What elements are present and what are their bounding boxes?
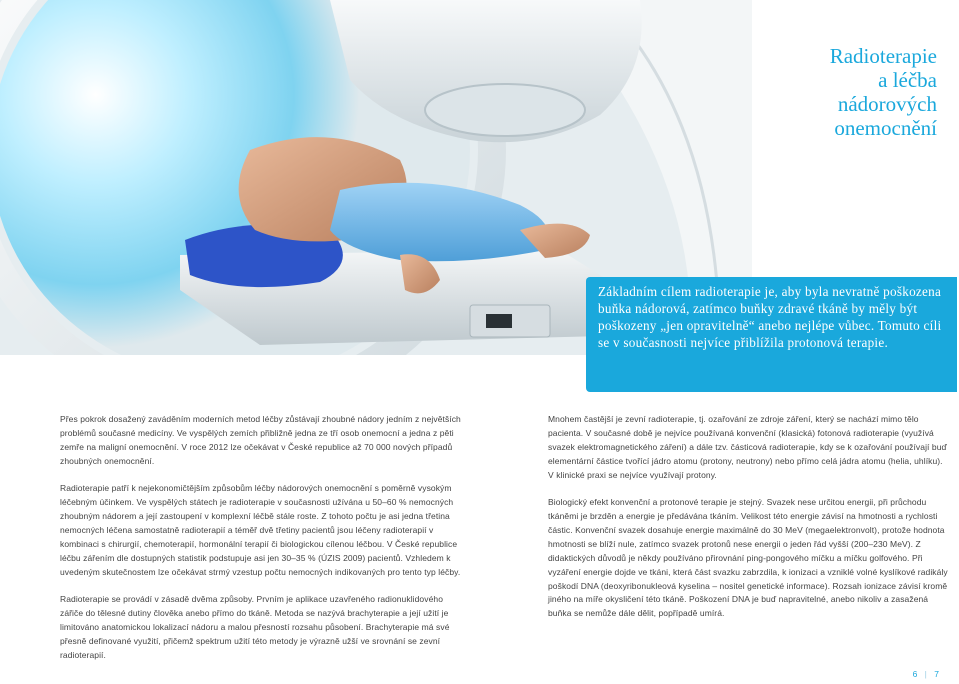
title-line: Radioterapie <box>829 44 937 68</box>
paragraph: Biologický efekt konvenční a protonové terapie je stejný. Svazek nese určitou energii, při průchodu tkáněmi je brzděn a energie je předávána tkáním. Velikost této energie závisí na hmotnosti a rychlosti částic. Konvenční svazek dosahuje energie maximálně do 30 MeV (megaelektronvolt), protože hodnota hmotnosti se blíží nule, zatímco svazek protonů nese energii o jeden řád vyšší (200–230 MeV). Z didaktických důvodů je někdy používáno přirovnání ping-pongového míčku a míčku golfového. Při vyzáření energie dojde ve tkáni, která část svazku zabrzdila, k ionizaci a vzniklé volné kyslíkové radikály poškodí DNA (deoxyribonukleová kyselina – nositel genetické informace). Rozsah ionizace závisí kromě jiného na míře okysličení této tkáně. Poškození DNA je buď napravitelné, anebo nikoliv a zasažená buňka se nemůže dále dělit, popřípadě umírá. <box>548 497 948 619</box>
title-line: a léčba <box>878 68 937 92</box>
paragraph: Radioterapie patří k nejekonomičtějším způsobům léčby nádorových onemocnění s poměrně vysokým léčebným účinkem. Ve vyspělých státech je radioterapie v současnosti užívána u 50–60 % nemocných zhoubným nádorem a její zastoupení v komplexní léčbě stále roste. Z tohoto počtu je asi jedna třetina nemocných léčena samostatně radioterapií a téměř dvě třetiny pacientů jsou léčeny radioterapií v kombinaci s chirurgií, chemoterapií, hormonální terapií či biologickou cílenou léčbou. V České republice léčbu zářením dle dostupných statistik podstupuje asi jen 30–35 % (ÚZIS 2009) pacientů. Vzhledem k uvedeným skutečnostem lze očekávat strmý vzestup počtu nemocných indikovaných pro tento typ léčby. <box>60 483 461 577</box>
intro-box <box>586 277 957 392</box>
page-number-right: 7 <box>934 669 941 679</box>
page-title <box>737 44 937 140</box>
intro-text: Základním cílem radioterapie je, aby byla nevratně poškozena buňka nádorová, zatímco buňky zdravé tkáně by měly být poškozeny „jen opravitelně“ anebo nejlépe vůbec. Tomuto cíli se v současnosti nejvíce přiblížila protonová terapie. <box>598 284 942 350</box>
paragraph: Mnohem častější je zevní radioterapie, tj. ozařování ze zdroje záření, který se nachází mimo tělo pacienta. V současné době je nejvíce používaná konvenční (klasická) fotonová radioterapie (využívá svazek elektromagnetického záření) a dále tzv. částicová radioterapie, kdy se k ozařování používají buď elementární částice tvořící jádro atomu (protony, neutrony) nebo přímo celá jádra atomu (helia, uhlíku). V klinické praxi se nejvíce využívají protony. <box>548 414 947 480</box>
paragraph: Radioterapie se provádí v zásadě dvěma způsoby. Prvním je aplikace uzavřeného radionuklidového zářiče do tělesné dutiny člověka anebo přímo do tkáně. Metoda se nazývá brachyterapie a její užití je limitováno anatomickou lokalizací nádoru a malou přesností rozsahu působení. Brachyterapie má své přesně definované využití, přičemž spektrum užití této metody je výrazně užší ve srovnání se zevní radioterapií. <box>60 594 450 660</box>
right-column <box>548 413 948 621</box>
left-column <box>60 413 465 663</box>
page-number <box>913 669 941 679</box>
page-separator: | <box>924 669 929 679</box>
title-line: nádorových <box>837 92 937 116</box>
page-number-left: 6 <box>912 669 920 679</box>
paragraph: Přes pokrok dosažený zaváděním moderních metod léčby zůstávají zhoubné nádory jedním z největších problémů současné medicíny. Ve vyspělých zemích přibližně jedna ze tří osob onemocní a jedna z pěti zemře na maligní onemocnění. V roce 2012 lze očekávat v České republice až 70 000 nových případů zhoubných onemocnění. <box>60 414 461 466</box>
title-line: onemocnění <box>834 116 937 140</box>
